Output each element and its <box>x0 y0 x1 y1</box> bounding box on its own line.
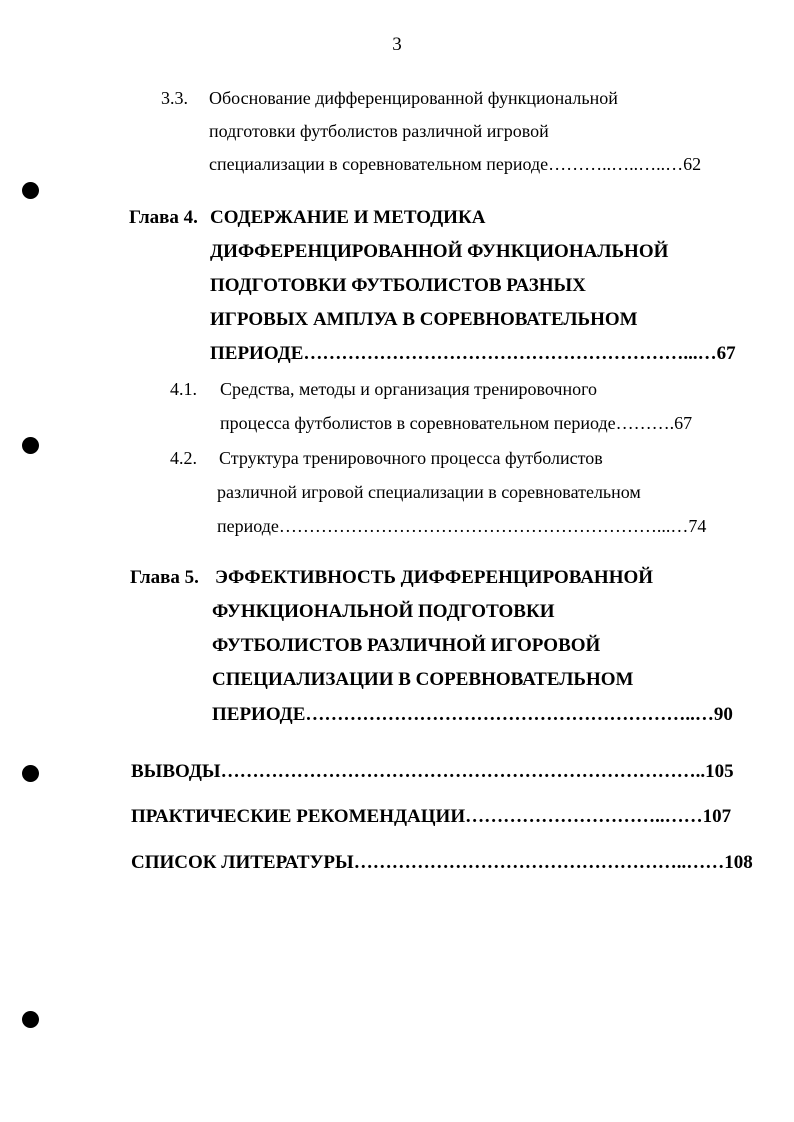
binder-hole <box>22 437 39 454</box>
toc-chapter-4-line-2: ДИФФЕРЕНЦИРОВАННОЙ ФУНКЦИОНАЛЬНОЙ <box>210 241 669 262</box>
toc-chapter-5-line-4: СПЕЦИАЛИЗАЦИИ В СОРЕВНОВАТЕЛЬНОМ <box>212 669 634 690</box>
toc-4-2-line-2: различной игровой специализации в соревновательном <box>217 482 641 502</box>
toc-chapter-5-line-2: ФУНКЦИОНАЛЬНОЙ ПОДГОТОВКИ <box>212 601 555 622</box>
toc-chapter-5-label: Глава 5. <box>130 567 199 588</box>
toc-3-3-number: 3.3. <box>161 88 188 108</box>
toc-practical-recommendations: ПРАКТИЧЕСКИЕ РЕКОМЕНДАЦИИ…………………………..……107 <box>131 806 732 827</box>
page-number: 3 <box>392 34 402 55</box>
toc-chapter-4-label: Глава 4. <box>129 207 198 228</box>
toc-chapter-5-line-5: ПЕРИОДЕ……………………………………………………..…90 <box>212 704 733 725</box>
toc-4-1-line-1: Средства, методы и организация тренировочного <box>220 379 598 399</box>
toc-references: СПИСОК ЛИТЕРАТУРЫ……………………………………………..……108 <box>131 852 753 873</box>
toc-chapter-4-line-3: ПОДГОТОВКИ ФУТБОЛИСТОВ РАЗНЫХ <box>210 275 586 296</box>
toc-3-3-line-3: специализации в соревновательном периоде………..…..…..…62 <box>209 154 702 174</box>
toc-4-1-line-2: процесса футболистов в соревновательном периоде……….67 <box>220 413 693 433</box>
toc-chapter-4-line-4: ИГРОВЫХ АМПЛУА В СОРЕВНОВАТЕЛЬНОМ <box>210 309 638 330</box>
toc-4-2-line-1: Структура тренировочного процесса футболистов <box>219 448 603 468</box>
toc-chapter-4-line-1: СОДЕРЖАНИЕ И МЕТОДИКА <box>210 207 486 228</box>
toc-4-2-line-3: периоде………………………………………………………...…74 <box>217 516 707 536</box>
toc-4-2-number: 4.2. <box>170 448 197 468</box>
binder-hole <box>22 182 39 199</box>
toc-conclusions: ВЫВОДЫ…………………………………………………………………..105 <box>131 761 734 782</box>
binder-hole <box>22 765 39 782</box>
toc-chapter-5-line-1: ЭФФЕКТИВНОСТЬ ДИФФЕРЕНЦИРОВАННОЙ <box>215 567 654 588</box>
toc-4-1-number: 4.1. <box>170 379 197 399</box>
toc-chapter-5-line-3: ФУТБОЛИСТОВ РАЗЛИЧНОЙ ИГОРОВОЙ <box>212 635 601 656</box>
toc-3-3-line-2: подготовки футболистов различной игровой <box>209 121 549 141</box>
toc-chapter-4-line-5: ПЕРИОДЕ……………………………………………………...…67 <box>210 343 736 364</box>
toc-3-3-line-1: Обоснование дифференцированной функциональной <box>209 88 618 108</box>
binder-hole <box>22 1011 39 1028</box>
